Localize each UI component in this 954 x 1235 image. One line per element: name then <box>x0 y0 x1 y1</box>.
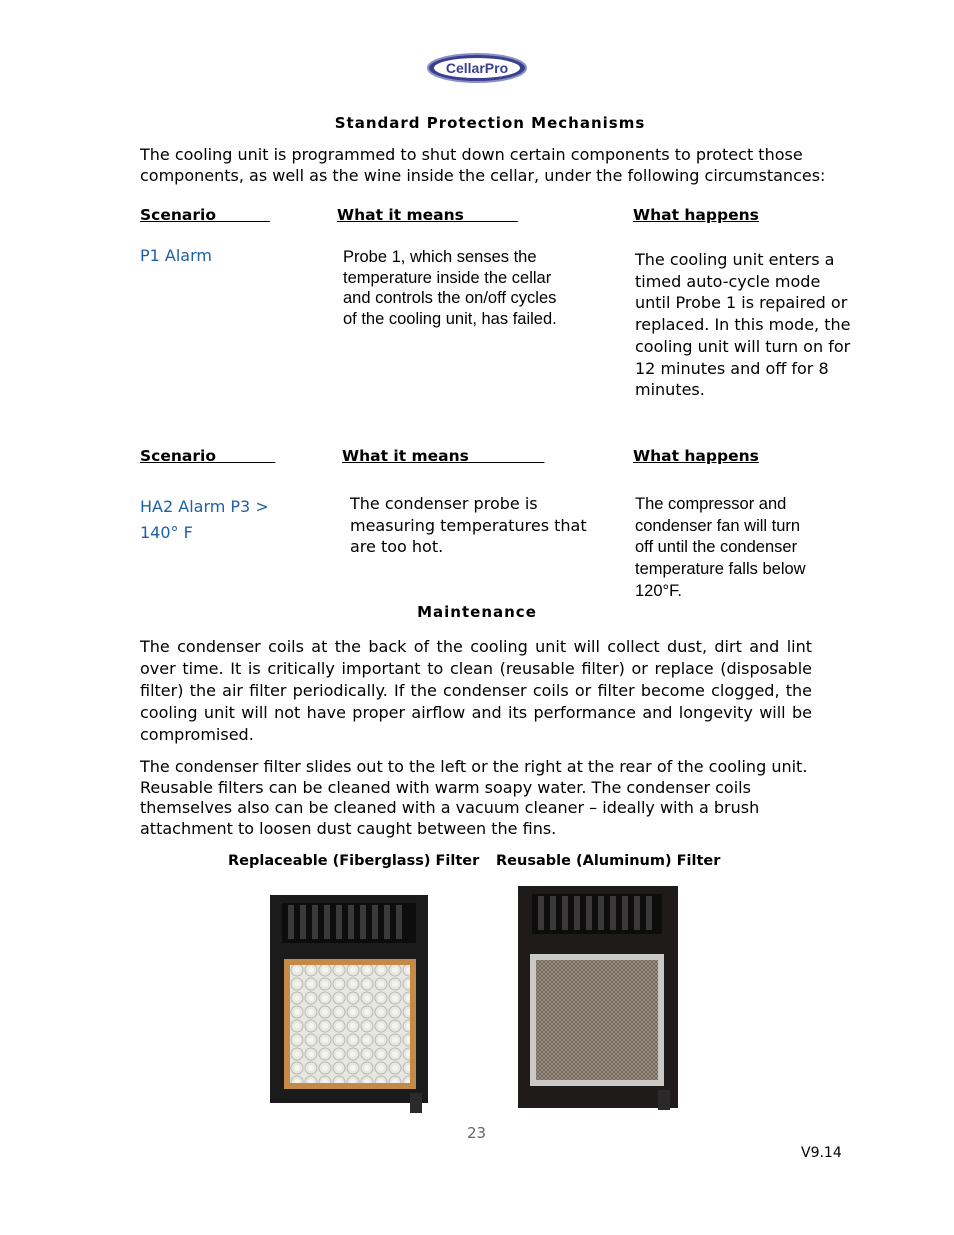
maintenance-paragraph-1: The condenser coils at the back of the cooling unit will collect dust, dirt and lint over time. It is critically important to clean (reusable filter) or replace (disposable filter) the air filter periodically. If the condenser coils or filter become clogged, the cooling unit will not have proper airflow and its performance and longevity will be compromised. <box>140 637 812 744</box>
col-header-scenario: Scenario <box>140 206 216 224</box>
fiberglass-filter-photo <box>262 893 434 1118</box>
row1-scenario: P1 Alarm <box>140 246 212 265</box>
col-header-means-2: What it means <box>342 447 469 465</box>
protection-title: Standard Protection Mechanisms <box>334 114 646 132</box>
svg-text:CellarPro: CellarPro <box>445 60 509 76</box>
col-header-scenario-2: Scenario <box>140 447 216 465</box>
page-number: 23 <box>467 1124 487 1142</box>
col-header-happens-2: What happens <box>633 447 759 465</box>
row2-means: The condenser probe is measuring temperatures that are too hot. <box>350 494 587 557</box>
row1-means: Probe 1, which senses the temperature inside the cellar and controls the on/off cycles of the cooling unit, has failed. <box>343 248 557 328</box>
maintenance-title: Maintenance <box>417 603 537 621</box>
row1-happens: The cooling unit enters a timed auto-cycle mode until Probe 1 is repaired or replaced. In this mode, the cooling unit will turn on for 12 minutes and off for 8 minutes. <box>635 250 851 400</box>
col-header-means: What it means <box>337 206 464 224</box>
caption-aluminum: Reusable (Aluminum) Filter <box>496 853 721 869</box>
aluminum-filter-photo <box>514 884 682 1116</box>
maintenance-paragraph-2: The condenser filter slides out to the left or the right at the rear of the cooling unit. Reusable filters can be cleaned with warm soapy water. The condenser coils themselves also can be cleaned with a vacuum cleaner – ideally with a brush attachment to loosen dust caught between the fins. <box>140 757 808 838</box>
row2-scenario: HA2 Alarm P3 > 140° F <box>140 497 269 542</box>
col-header-happens: What happens <box>633 206 759 224</box>
row2-happens: The compressor and condenser fan will turn off until the condenser temperature falls below 120°F. <box>635 495 806 600</box>
caption-fiberglass: Replaceable (Fiberglass) Filter <box>228 853 480 869</box>
protection-intro: The cooling unit is programmed to shut down certain components to protect those components, as well as the wine inside the cellar, under the following circumstances: <box>140 145 826 185</box>
version-label: V9.14 <box>801 1145 842 1161</box>
cellarpro-logo <box>426 52 528 84</box>
